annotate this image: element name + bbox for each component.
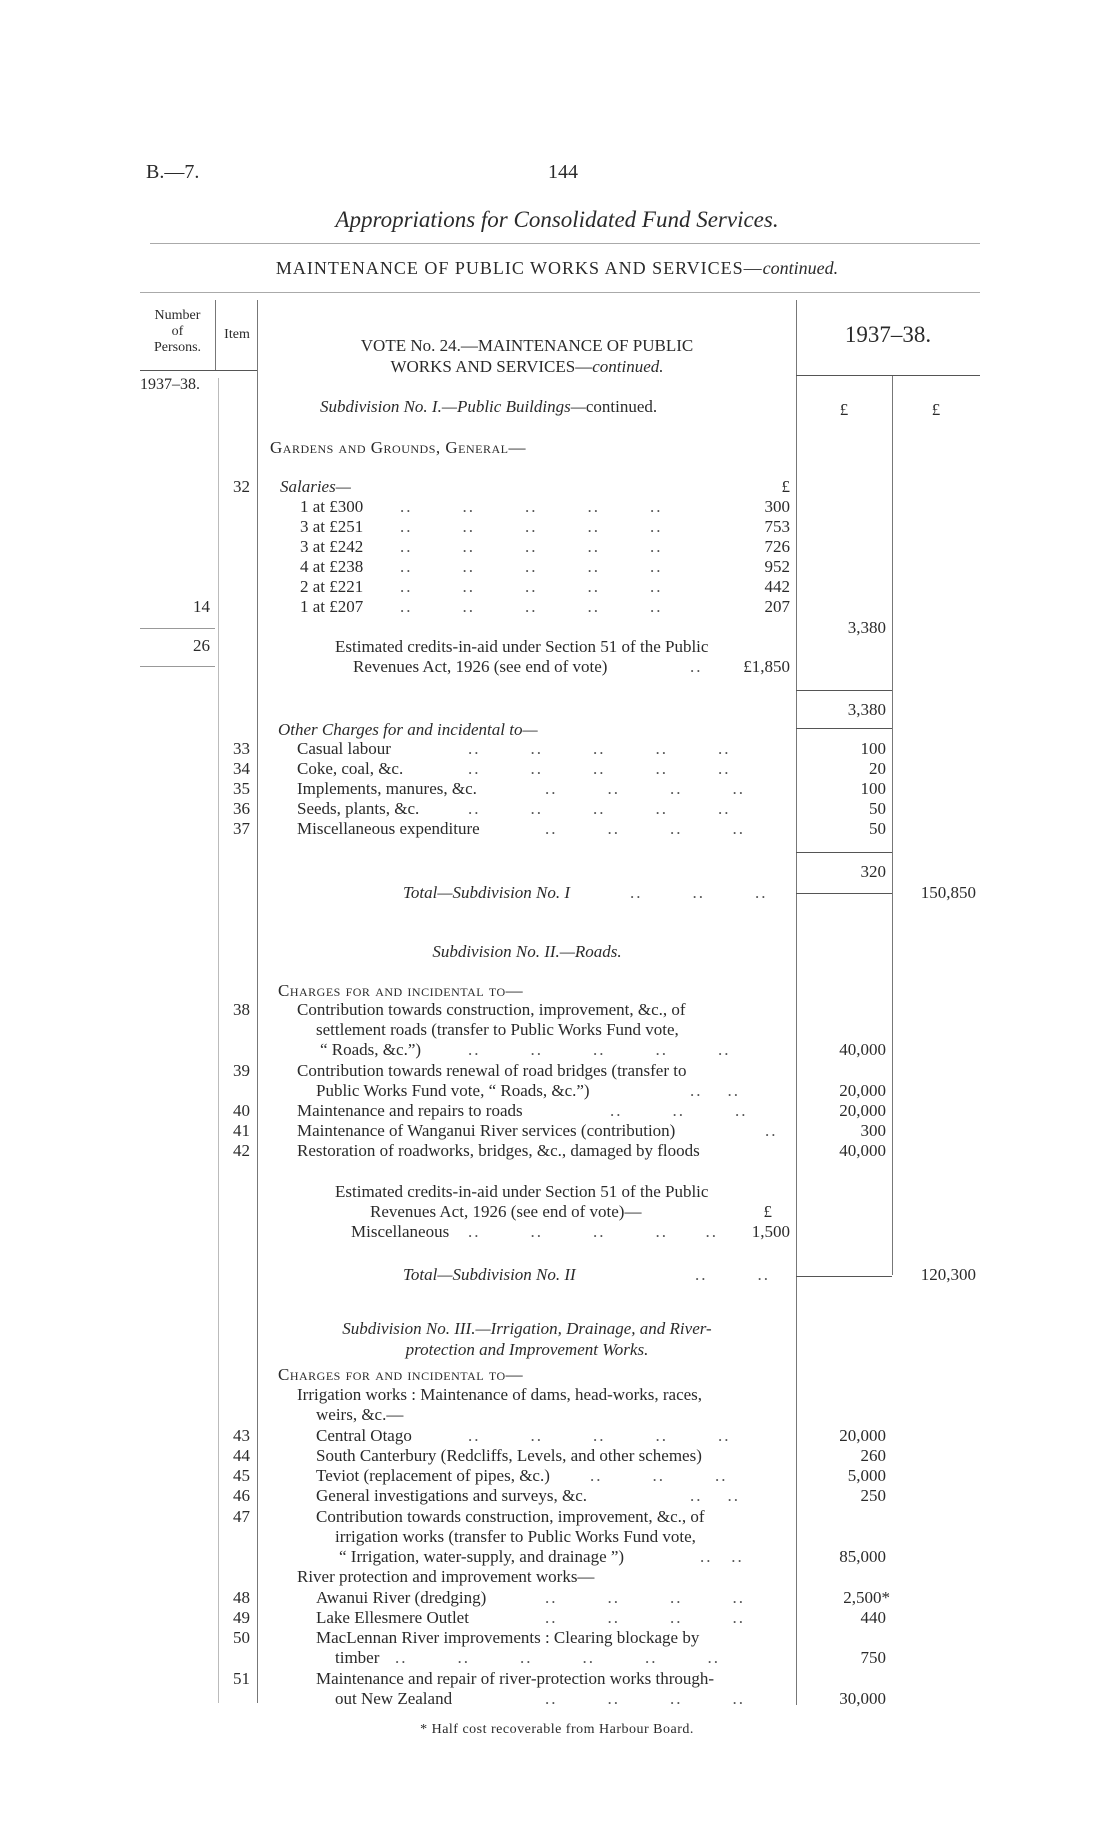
item-description: Seeds, plants, &c. [297, 799, 420, 818]
persons-year: 1937–38. [140, 376, 200, 393]
item-44: 44 [233, 1446, 250, 1465]
item-51-line2: out New Zealand [335, 1689, 453, 1708]
subdivision-1-total-label: Total—Subdivision No. I [403, 883, 571, 902]
salary-amount: 442 [764, 577, 790, 596]
salary-amount: 300 [764, 497, 790, 516]
item-43: 43 [233, 1426, 250, 1445]
item-description: Miscellaneous expenditure [297, 819, 480, 838]
page-title: Appropriations for Consolidated Fund Services. [335, 207, 779, 232]
section-heading-continued: continued. [762, 258, 839, 278]
subdivision-2-total: 120,300 [920, 1265, 976, 1284]
page-number: 144 [548, 161, 578, 183]
item-amount: 20 [869, 759, 886, 778]
vote-title [262, 335, 792, 377]
item-number: 37 [233, 819, 250, 838]
vote-title-line2-continued: continued. [592, 357, 664, 376]
section-heading [0, 258, 1114, 278]
item-45: 45 [233, 1466, 250, 1485]
river-protection-heading: River protection and improvement works— [297, 1567, 595, 1586]
item-40-description: Maintenance and repairs to roads [297, 1101, 523, 1120]
subdivision-3-heading-line2: protection and Improvement Works. [405, 1340, 649, 1359]
item-49-description: Lake Ellesmere Outlet [316, 1608, 469, 1627]
vote-title-line1: VOTE No. 24.—MAINTENANCE OF PUBLIC [360, 336, 694, 355]
other-charges-total: 320 [860, 862, 886, 881]
item-51-line1: Maintenance and repair of river-protection works through- [316, 1669, 715, 1688]
item-42-amount: 40,000 [839, 1141, 886, 1160]
item-47-line2: irrigation works (transfer to Public Works Fund vote, [335, 1527, 696, 1546]
item-47-amount: 85,000 [839, 1547, 886, 1566]
item-41: 41 [233, 1121, 250, 1140]
header-persons-line2: of [171, 324, 184, 339]
header-year: 1937–38. [844, 322, 932, 347]
item-44-description: South Canterbury (Redcliffs, Levels, and other schemes) [316, 1446, 702, 1465]
pound-sign-2: £ [931, 400, 941, 419]
salary-desc: 3 at £251 [300, 517, 364, 536]
salary-desc: 1 at £207 [300, 597, 364, 616]
sub2-credits-line1: Estimated credits-in-aid under Section 51 of the Public [335, 1182, 709, 1201]
vote-title-line2 [262, 356, 792, 377]
salary-desc: 4 at £238 [300, 557, 364, 576]
item-48: 48 [233, 1588, 250, 1607]
item-51: 51 [233, 1669, 250, 1688]
sub1-credits-amount: £1,850 [743, 657, 790, 676]
salary-desc: 3 at £242 [300, 537, 364, 556]
item-38: 38 [233, 1000, 250, 1019]
item-41-amount: 300 [860, 1121, 886, 1140]
item-39-line1: Contribution towards renewal of road bridges (transfer to [297, 1061, 687, 1080]
irrigation-works-line2: weirs, &c.— [316, 1405, 404, 1424]
header-item: Item [224, 327, 250, 342]
subdivision-2-heading: Subdivision No. II.—Roads. [432, 942, 622, 961]
item-45-description: Teviot (replacement of pipes, &c.) [316, 1466, 550, 1485]
item-39: 39 [233, 1061, 250, 1080]
item-41-description: Maintenance of Wanganui River services (contribution) [297, 1121, 676, 1140]
salary-desc: 1 at £300 [300, 497, 364, 516]
header-number-of-persons [140, 308, 215, 356]
header-persons-line3: Persons. [153, 340, 202, 355]
vote-title-line2-main: WORKS AND SERVICES— [390, 357, 593, 376]
salary-amount: 207 [764, 597, 790, 616]
item-number: 33 [233, 739, 250, 758]
item-42: 42 [233, 1141, 250, 1160]
salary-amount: 952 [764, 557, 790, 576]
item-45-amount: 5,000 [847, 1466, 886, 1485]
subdivision-3-heading [262, 1318, 792, 1360]
item-38-line1: Contribution towards construction, improvement, &c., of [297, 1000, 686, 1019]
item-description: Implements, manures, &c. [297, 779, 477, 798]
item-description: Coke, coal, &c. [297, 759, 404, 778]
sub2-credits-line2: Revenues Act, 1926 (see end of vote)— [370, 1202, 642, 1221]
salaries-pound-sign: £ [781, 477, 790, 496]
item-32: 32 [233, 477, 250, 496]
item-43-amount: 20,000 [839, 1426, 886, 1445]
item-50-line2: timber [335, 1648, 380, 1667]
item-50: 50 [233, 1628, 250, 1647]
item-44-amount: 260 [860, 1446, 886, 1465]
item-49: 49 [233, 1608, 250, 1627]
sub2-credits-amount: 1,500 [751, 1222, 790, 1241]
sub2-charges-heading: Charges for and incidental to— [278, 981, 524, 1000]
gardens-heading: Gardens and Grounds, General— [270, 438, 527, 457]
subdivision-1-heading [320, 397, 657, 417]
item-48-description: Awanui River (dredging) [316, 1588, 487, 1607]
item-38-amount: 40,000 [839, 1040, 886, 1059]
footnote: * Half cost recoverable from Harbour Board. [420, 1722, 694, 1737]
item-47: 47 [233, 1507, 250, 1526]
item-number: 36 [233, 799, 250, 818]
item-47-line3: “ Irrigation, water-supply, and drainage ”) [339, 1547, 625, 1566]
item-38-line2: settlement roads (transfer to Public Works Fund vote, [316, 1020, 679, 1039]
item-40: 40 [233, 1101, 250, 1120]
item-amount: 50 [869, 799, 886, 818]
item-number: 35 [233, 779, 250, 798]
item-amount: 100 [860, 739, 886, 758]
item-number: 34 [233, 759, 250, 778]
section-heading-main: MAINTENANCE OF PUBLIC WORKS AND SERVICES— [275, 258, 763, 278]
item-description: Casual labour [297, 739, 391, 758]
item-amount: 100 [860, 779, 886, 798]
subdivision-1-heading-continued: continued. [585, 397, 658, 416]
persons-total: 26 [193, 636, 210, 655]
subdivision-1-total: 150,850 [920, 883, 976, 902]
item-43-description: Central Otago [316, 1426, 412, 1445]
item-51-amount: 30,000 [839, 1689, 886, 1708]
item-46-description: General investigations and surveys, &c. [316, 1486, 587, 1505]
sub2-credits-misc: Miscellaneous [351, 1222, 450, 1241]
item-46: 46 [233, 1486, 250, 1505]
salaries-label: Salaries— [280, 477, 351, 496]
irrigation-works-line1: Irrigation works : Maintenance of dams, head-works, races, [297, 1385, 703, 1404]
item-38-line3: “ Roads, &c.”) [320, 1040, 422, 1059]
pound-sign-1: £ [839, 400, 849, 419]
item-49-amount: 440 [860, 1608, 886, 1627]
item-amount: 50 [869, 819, 886, 838]
salary-amount: 726 [764, 537, 790, 556]
item-50-line1: MacLennan River improvements : Clearing blockage by [316, 1628, 700, 1647]
sub3-charges-heading: Charges for and incidental to— [278, 1365, 524, 1384]
item-39-amount: 20,000 [839, 1081, 886, 1100]
salary-amount: 753 [764, 517, 790, 536]
header-persons-line1: Number [154, 308, 201, 323]
sub1-subtotal: 3,380 [847, 700, 886, 719]
item-40-amount: 20,000 [839, 1101, 886, 1120]
item-47-line1: Contribution towards construction, improvement, &c., of [316, 1507, 705, 1526]
sub2-credits-pound: £ [763, 1202, 772, 1221]
sub1-credits-line2: Revenues Act, 1926 (see end of vote) [353, 657, 608, 676]
subdivision-1-heading-main: Subdivision No. I.—Public Buildings— [320, 397, 586, 416]
item-48-amount: 2,500* [843, 1588, 890, 1607]
item-42-description: Restoration of roadworks, bridges, &c., damaged by floods [297, 1141, 700, 1160]
document-reference: B.—7. [146, 161, 200, 183]
item-50-amount: 750 [860, 1648, 886, 1667]
salaries-total: 3,380 [847, 618, 886, 637]
persons-count: 14 [193, 597, 210, 616]
other-charges-label: Other Charges for and incidental to— [278, 720, 538, 739]
subdivision-2-total-label: Total—Subdivision No. II [403, 1265, 576, 1284]
item-46-amount: 250 [860, 1486, 886, 1505]
salary-desc: 2 at £221 [300, 577, 364, 596]
sub1-credits-line1: Estimated credits-in-aid under Section 51 of the Public [335, 637, 709, 656]
subdivision-3-heading-line1: Subdivision No. III.—Irrigation, Drainage, and River- [342, 1319, 712, 1338]
item-39-line2: Public Works Fund vote, “ Roads, &c.”) [316, 1081, 590, 1100]
